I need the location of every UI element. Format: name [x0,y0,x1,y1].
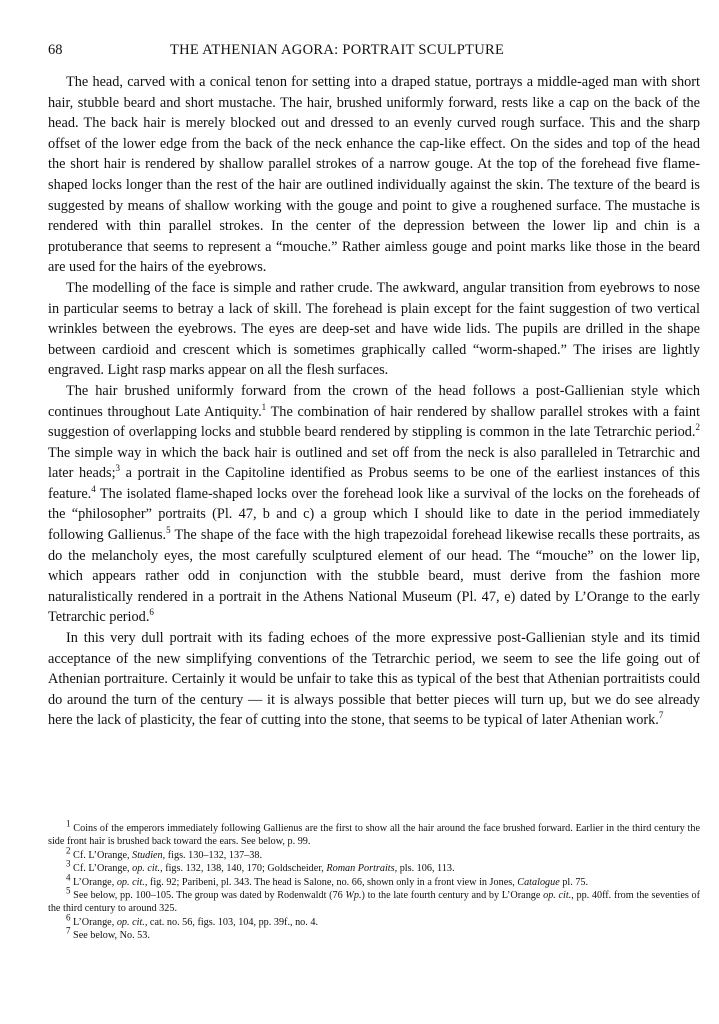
footnote-ref: 2 [695,422,700,433]
footnote-ref: 3 [66,858,71,869]
text-run: , figs. 132, 138, 140, 170; Goldscheider, [160,863,327,875]
text-run: pl. 75. [559,876,589,888]
footnotes [48,818,701,943]
text-run: Coins of the emperors immediately following Gallienus are the first to show all the hair around the face brushed forward. Earlier in the third century the side front hair is brushed back toward the ears. See below, p. 99. [48,823,700,848]
text-run: The isolated flame-shaped locks over the forehead look like a survival of the locks on the foreheads of the “philosopher” portraits (Pl. 47, b and c) a group which I should like to date in the period immediately following Gallienus. [48,485,700,544]
text-run: The modelling of the face is simple and rather crude. The awkward, angular transition from eyebrows to nose in particular seems to betray a lack of skill. The forehead is plain except for the faint suggestion of two vertical wrinkles between the eyebrows. The eyes are deep-set and have wide lids. The pupils are drilled in the shape between cardioid and crescent which is sometimes graphically called “worm-shaped.” The irises are lightly engraved. Light rasp marks appear on all the flesh surfaces. [48,279,700,379]
body-text [48,72,700,731]
footnote-ref: 4 [66,872,71,883]
footnote-ref: 2 [66,845,71,856]
italic-text: op. cit. [132,863,161,875]
text-run: , pp. 40ff. from the seventies of the third century to around 325. [48,890,701,915]
italic-text: Wp. [345,890,362,902]
footnote-ref: 1 [261,401,267,412]
footnote-ref: 5 [66,885,71,896]
footnote-ref: 3 [115,463,121,474]
footnote [48,858,700,875]
text-run: ) to the late fourth century and by L’Orange [361,890,544,902]
page-number: 68 [48,42,63,58]
italic-text: op. cit. [116,916,145,928]
text-run: , fig. 92; Paribeni, pl. 343. The head is Salone, no. 66, shown only in a front view in Jones, [144,876,518,888]
text-run: The simple way in which the back hair is outlined and set off from the neck is also paralleled in Tetrarchic and later heads; [48,444,700,482]
footnote-ref: 5 [166,525,171,536]
paragraph [48,381,700,628]
paragraph [48,628,700,731]
italic-text: Studien [132,849,163,861]
text-run: , figs. 130–132, 137–38. [162,849,262,861]
paragraph [48,278,700,381]
text-run: In this very dull portrait with its fading echoes of the more expressive post-Gallienian style and its timid acceptance of the new simplifying conventions of the Tetrarchic period, we seem to see the life going out of Athenian portraiture. Certainly it would be unfair to take this as typical of the best that Athenian portraitists could do around the turn of the century — it is always possible that better pieces will turn up, but we do see already here the lack of plasticity, the fear of cutting into the stone, that seems to be typical of later Athenian work. [48,630,700,729]
footnote [48,845,700,862]
italic-text: Catalogue [517,876,560,888]
footnote [48,872,700,889]
italic-text: op. cit. [543,890,572,902]
footnote-ref: 4 [91,484,96,495]
text-run: L’Orange, [70,876,117,888]
text-run: The head, carved with a conical tenon for setting into a draped statue, portrays a middle-aged man with short hair, stubble beard and short mustache. The hair, brushed uniformly forward, rests like a cap on the back of the head. The back hair is merely blocked out and dressed to an evenly curved rough surface. This and the sharp offset of the lower edge from the back of the neck enhance the cap-like effect. On the sides and top of the head the short hair is rendered by shallow parallel strokes of a narrow gouge. At the top of the forehead five flame-shaped locks longer than the rest of the hair are outlined individually against the skin. The texture of the beard is suggested by means of shallow working with the gouge and point to give a roughened surface. The mustache is rendered with thin parallel strokes. In the center of the depression between the lower lip and chin is a protuberance that seems to represent a “mouche.” Rather aimless gouge and point marks like those in the beard are used for the hairs of the eyebrows. [48,74,700,276]
text-run: See below, pp. 100–105. The group was dated by Rodenwaldt (76 [70,890,346,902]
running-header [48,42,700,66]
footnote-ref: 7 [66,925,71,936]
text-run: Cf. L’Orange, [70,863,133,875]
running-title: THE ATHENIAN AGORA: PORTRAIT SCULPTURE [170,42,505,58]
footnote [48,818,700,849]
footnote-ref: 7 [658,710,664,721]
footnote-ref: 6 [149,607,154,618]
text-run: The hair brushed uniformly forward from the crown of the head follows a post-Gallienian style which continues throughout Late Antiquity. [48,382,700,420]
paragraph [48,72,700,278]
footnote-ref: 6 [66,912,71,923]
text-run: , cat. no. 56, figs. 103, 104, pp. 39f., no. 4. [144,916,319,928]
footnote [48,885,701,916]
text-run: See below, No. 53. [70,930,150,942]
text-run: Cf. L’Orange, [70,849,133,861]
page [48,42,700,731]
text-run: The shape of the face with the high trapezoidal forehead likewise recalls these portraits, as do the melancholy eyes, the most carefully sculptured element of our head. The “mouche” on the lower lip, which appears rather odd in conjunction with the stubble beard, must derive from the fashion more naturalistically rendered in a portrait in the Athens National Museum (Pl. 47, e) dated by L’Orange to the early Tetrarchic period. [48,527,700,626]
footnote [48,925,700,942]
text-run: The combination of hair rendered by shallow parallel strokes with a faint suggestion of overlapping locks and stubble beard rendered by stippling is common in the late Tetrarchic period. [48,403,700,441]
italic-text: Roman Portraits [326,863,395,875]
text-run: , pls. 106, 113. [394,863,455,875]
text-run: L’Orange, [70,916,117,928]
text-run: a portrait in the Capitoline identified as Probus seems to be one of the earliest instances of this feature. [48,465,700,502]
footnote-ref: 1 [66,818,71,829]
italic-text: op. cit. [116,876,145,888]
footnote [48,912,700,929]
